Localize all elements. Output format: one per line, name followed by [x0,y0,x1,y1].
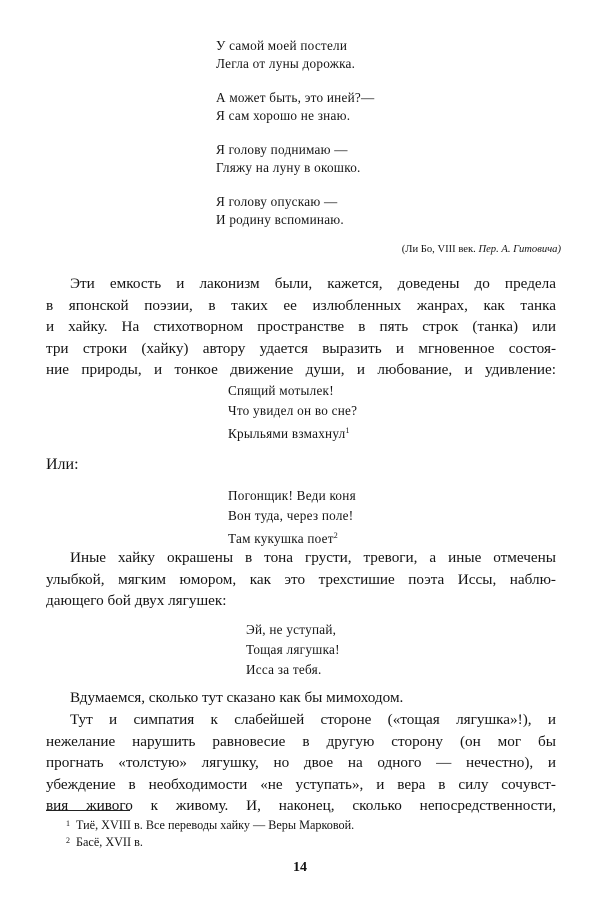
haiku-line: Вон туда, через поле! [228,508,354,523]
text-line: Эти емкость и лаконизм были, кажется, доведены до предела [70,275,556,292]
poem-line: У самой моей постели [216,38,348,53]
poem-line: Легла от луны дорожка. [216,56,356,71]
text-line: и хайку. На стихотворном пространстве в пять строк (танка) или [46,318,556,335]
attribution-translator: Пер. А. Гитовича) [478,244,561,255]
haiku-line: Спящий мотылек! [228,383,334,398]
haiku-line: Погонщик! Веди коня [228,488,356,503]
poem-line: А может быть, это иней?— [216,90,375,105]
text-line: вия живого к живому. И, наконец, сколько непосредственности, [46,797,556,814]
text-line: в японской поэзии, в таких ее излюбленных жанрах, как танка [46,296,556,314]
poem-line: Я голову поднимаю — [216,142,348,157]
footnote-1 [66,818,354,833]
poem-attribution [0,244,561,255]
haiku-line: Там кукушка поет [228,531,334,546]
text-line: убеждение в необходимости «не уступать», и вера в силу сочувст- [46,775,556,793]
haiku-line: Крыльями взмахнул [228,426,346,441]
text-line: Иные хайку окрашены в тона грусти, тревоги, а иные отмечены [70,549,556,566]
haiku-line: Эй, не уступай, [246,622,337,637]
or-label: Или: [46,456,79,473]
paragraph-2 [46,547,556,612]
haiku-3 [246,620,340,680]
haiku-line: Тощая лягушка! [246,642,340,657]
haiku-line: Исса за тебя. [246,662,322,677]
haiku-2 [228,486,356,549]
poem-line: Я сам хорошо не знаю. [216,108,351,123]
paragraph-4 [46,709,556,817]
text-line: три строки (хайку) автору удается выразить и мгновенное состоя- [46,339,556,357]
text-line: дающего бой двух лягушек: [46,592,227,609]
text-line: прогнать «толстую» лягушку, но двое на одного — нечестно), и [46,754,556,771]
footnote-number: 1 [66,819,70,828]
haiku-1 [228,381,357,444]
text-line: Тут и симпатия к слабейшей стороне («тощая лягушка»!), и [70,711,556,728]
paragraph-3 [46,687,556,709]
page-number: 14 [293,860,307,875]
text-line: Вдумаемся, сколько тут сказано как бы мимоходом. [70,689,404,706]
text-line: улыбкой, мягким юмором, как это трехстишие поэта Иссы, наблю- [46,570,556,588]
footnote-number: 2 [66,836,70,845]
footnote-text: Басё, XVII в. [76,835,143,849]
paragraph-1 [46,273,556,381]
poem-line: Гляжу на луну в окошко. [216,160,361,175]
footnote-text: Тиё, XVIII в. Все переводы хайку — Веры Марковой. [76,818,355,832]
poem-line: И родину вспоминаю. [216,212,344,227]
attribution-author: (Ли Бо, VIII век. [401,244,476,255]
haiku-line: Что увидел он во сне? [228,403,358,418]
poem-li-bo [216,37,374,229]
text-line: нежелание нарушить равновесие в другую сторону (он мог бы [46,732,556,750]
text-line: ние природы, и тонкое движение души, и любование, и удивление: [46,361,556,378]
footnote-ref: 2 [333,531,339,540]
footnote-ref: 1 [345,426,350,435]
footnote-2 [66,835,143,850]
poem-line: Я голову опускаю — [216,194,338,209]
footnote-divider [46,810,130,811]
